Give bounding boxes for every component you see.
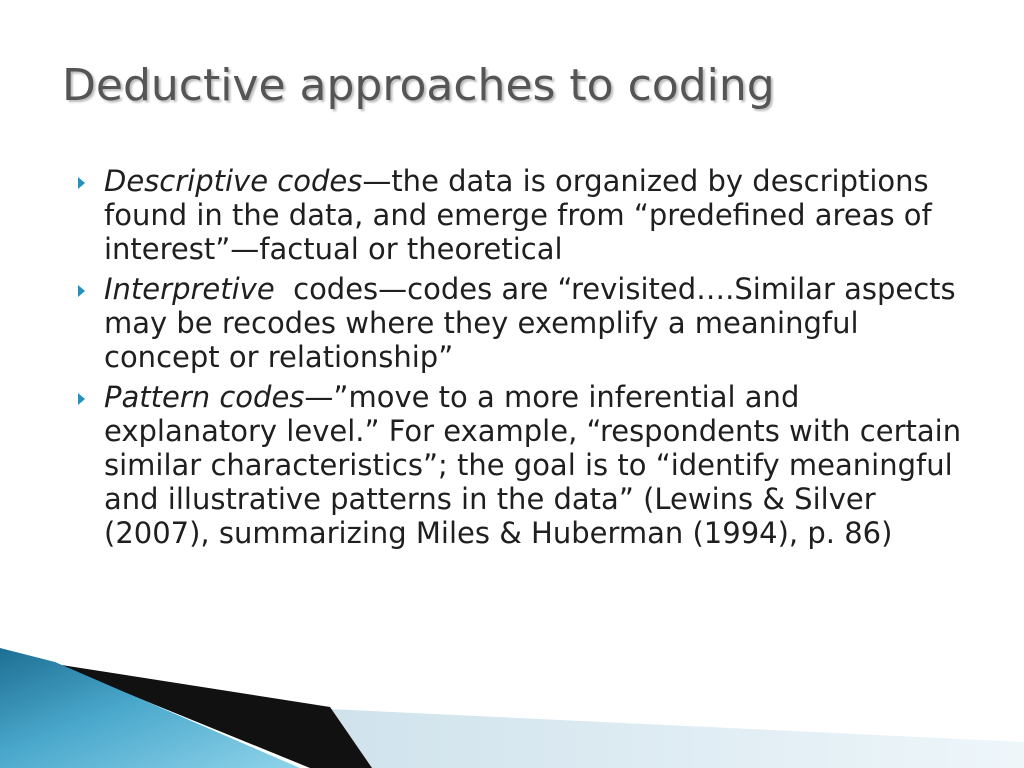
bullet-descriptive-codes <box>74 164 974 266</box>
triangle-bullet-icon <box>78 177 85 189</box>
bullet-text: —”move to a more inferential and explanatory level.” For example, “respondents with certain similar characteristics”; the goal is to “identify meaningful and illustrative patterns in the data” (Lewins & Silver (2007), summarizing Miles & Huberman (1994), p. 86) <box>104 380 962 550</box>
bullet-list <box>74 164 974 556</box>
bullet-pattern-codes <box>74 380 974 550</box>
bullet-lead: Pattern codes <box>104 380 305 414</box>
triangle-bullet-icon <box>78 285 85 297</box>
bullet-text: —the data is organized by descriptions found in the data, and emerge from “predefined areas of interest”—factual or theoretical <box>104 164 932 266</box>
triangle-bullet-icon <box>78 393 85 405</box>
bullet-interpretive-codes <box>74 272 974 374</box>
bullet-lead: Interpretive <box>104 272 275 306</box>
bullet-lead: Descriptive codes <box>104 164 363 198</box>
slide-title: Deductive approaches to coding <box>62 60 775 111</box>
bullet-text: codes—codes are “revisited….Similar aspects may be recodes where they exemplify a meaningful concept or relationship” <box>104 272 965 374</box>
